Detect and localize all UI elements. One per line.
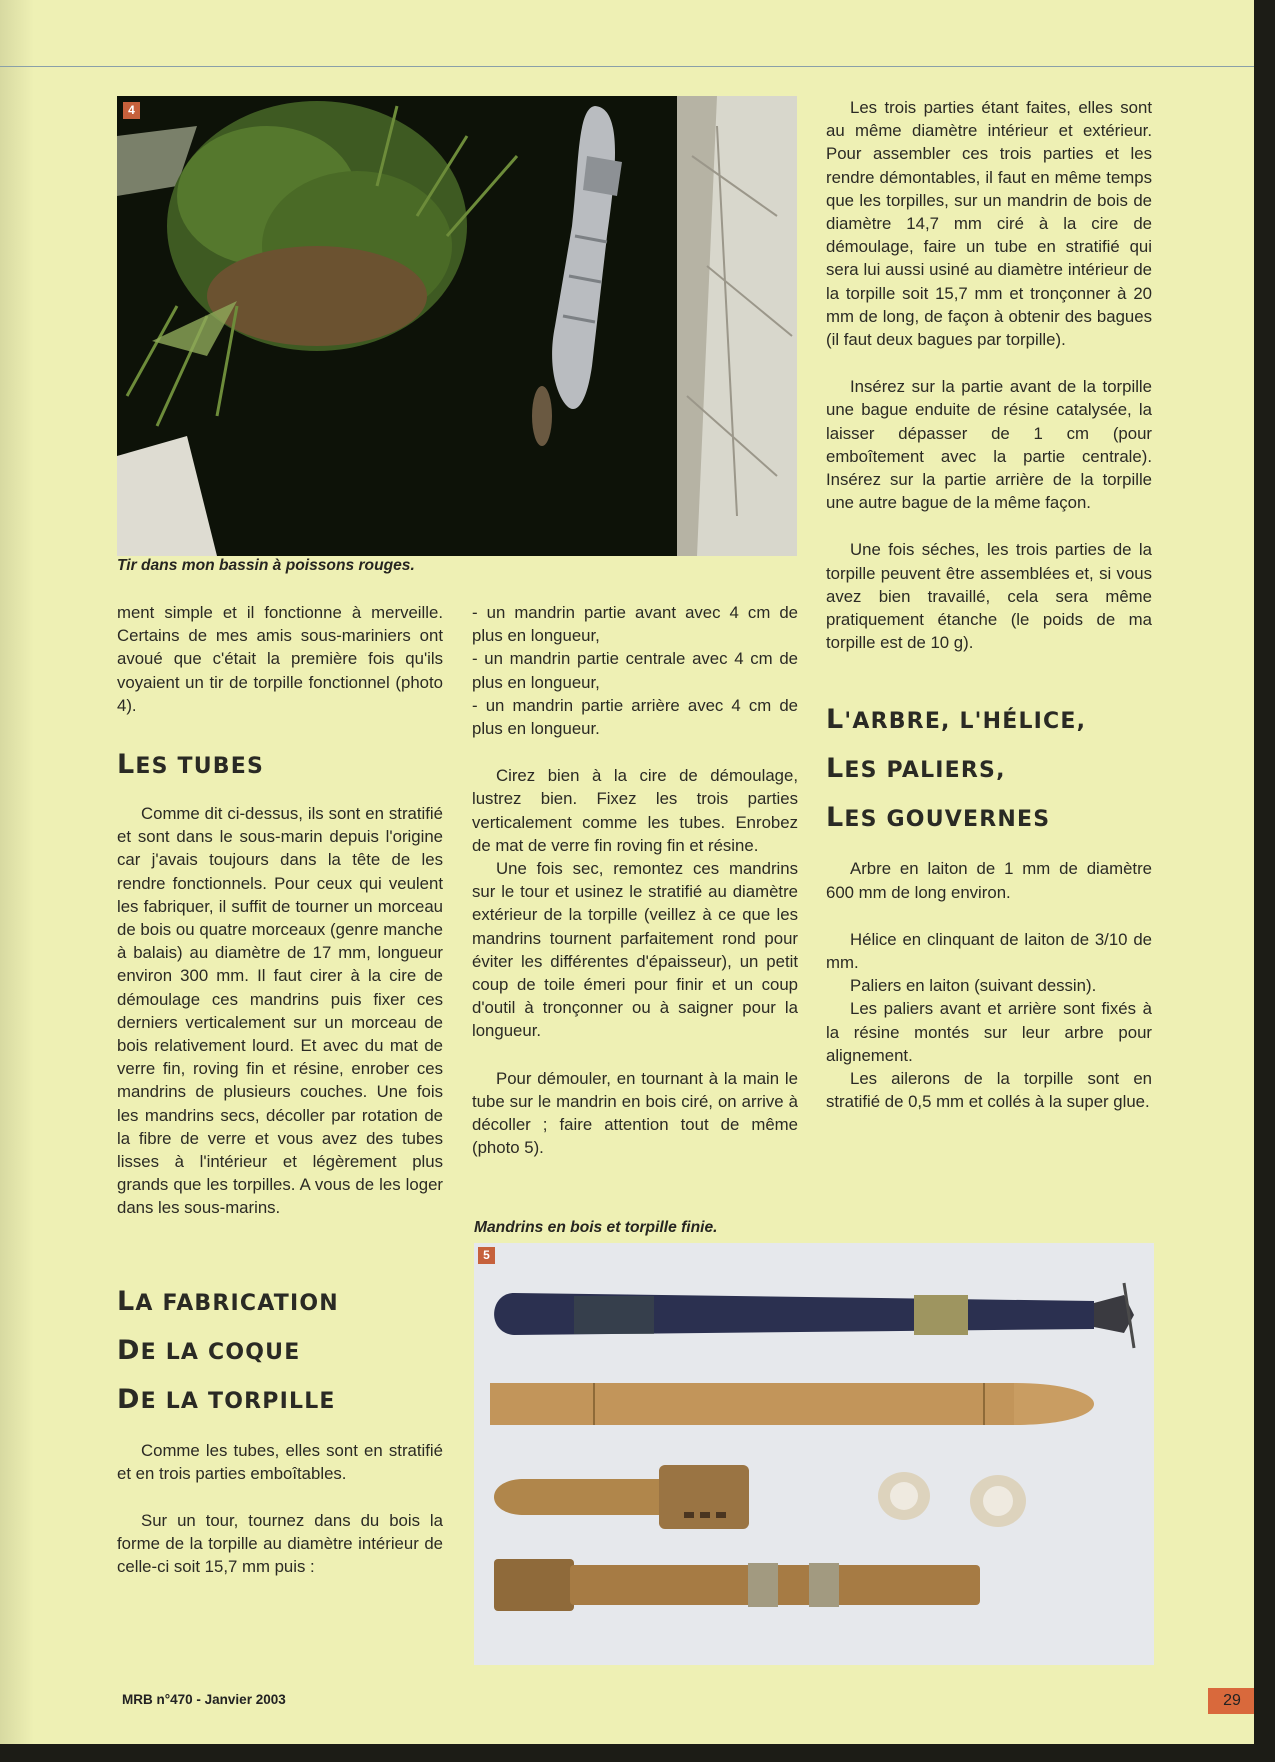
paragraph: Une fois sec, remontez ces mandrins sur le tour et usinez le stratifié au diamètre extérieur de la torpille (veillez à ce que les mandrins tournent parfaitement rond pour éviter les différentes d'épaisseur), un petit coup de toile émeri pour finir et un coup d'outil à tronçonner ou à saigner pour la longueur. <box>472 859 798 1041</box>
page-number: 29 <box>1208 1688 1254 1714</box>
paragraph: Les ailerons de la torpille sont en stratifié de 0,5 mm et collés à la super glue. <box>826 1069 1152 1112</box>
photo-number-badge: 4 <box>123 102 140 119</box>
paragraph: Les trois parties étant faites, elles sont au même diamètre intérieur et extérieur. Pour assembler ces trois parties et les rendre démontables, il faut en même temps que les torpilles, sur un mandrin de bois de diamètre 14,7 mm ciré à la cire de démoulage, faire un tube en stratifié qui sera lui aussi usiné au diamètre intérieur de la torpille soit 15,7 mm et tronçonner à 20 mm de long, de façon à obtenir des bagues (il faut deux bagues par torpille). <box>826 98 1152 350</box>
column-2 <box>472 601 798 1183</box>
paragraph: Cirez bien à la cire de démoulage, lustrez bien. Fixez les trois parties verticalement comme les tubes. Enrobez de mat de verre fin roving fin et résine. <box>472 766 798 855</box>
section-heading-fabrication-line-2: DE LA COQUE <box>117 1334 301 1366</box>
paragraph: Pour démouler, en tournant à la main le tube sur le mandrin en bois ciré, on arrive à décoller ; faire attention tout de même (photo 5). <box>472 1068 798 1158</box>
paragraph: Comme les tubes, elles sont en stratifié et en trois parties emboîtables. <box>117 1440 443 1483</box>
list-item: - un mandrin partie centrale avec 4 cm de plus en longueur, <box>472 649 798 692</box>
paragraph: Sur un tour, tournez dans du bois la forme de la torpille au diamètre intérieur de celle-ci soit 15,7 mm puis : <box>117 1511 443 1577</box>
paragraph: Comme dit ci-dessus, ils sont en stratifié et sont dans le sous-marin depuis l'origine car j'avais toujours dans la tête de les rendre fonctionnels. Pour ceux qui veulent les fabriquer, il suffit de tourner un morceau de bois ou quatre morceaux (genre manche à balais) au diamètre de 17 mm, longueur environ 300 mm. Il faut cirer à la cire de démoulage ces mandrins puis fixer ces derniers verticalement sur un morceau de bois relativement lourd. Et avec du mat de verre fin, roving fin et résine, enrober ces mandrins de plusieurs couches. Une fois les mandrins secs, décoller par rotation de la fibre de verre et vous avez des tubes lisses à l'intérieur et légèrement plus grands que les torpilles. A vous de les loger dans les sous-marins. <box>117 804 443 1218</box>
paragraph: Insérez sur la partie avant de la torpille une bague enduite de résine catalysée, la laisser dépasser de 1 cm (pour emboîtement avec la partie centrale). Insérez sur la partie arrière de la torpille une autre bague de la même façon. <box>826 377 1152 513</box>
section-heading-tubes: LES TUBES <box>117 749 265 781</box>
footer-magazine-info: MRB n°470 - Janvier 2003 <box>122 1692 286 1707</box>
column-3 <box>826 96 1152 1114</box>
section-heading-fabrication-line-1: LA FABRICATION <box>117 1285 339 1317</box>
paragraph: Hélice en clinquant de laiton de 3/10 de mm. <box>826 929 1152 973</box>
paragraph: ment simple et il fonctionne à merveille. Certains de mes amis sous-mariniers ont avoué que c'était la première fois qu'ils voyaient un tir de torpille fonctionnel (photo 4). <box>117 603 443 715</box>
paragraph: Les paliers avant et arrière sont fixés à la résine montés sur leur arbre pour alignement. <box>826 999 1152 1065</box>
photo-submarine-pond <box>117 96 797 556</box>
paragraph: Paliers en laiton (suivant dessin). <box>850 976 1097 996</box>
section-heading-arbre-line-2: LES PALIERS, <box>826 753 1006 785</box>
section-heading-arbre-line-3: LES GOUVERNES <box>826 802 1051 834</box>
submarine-pond-illustration <box>117 96 797 556</box>
photo-4-caption: Tir dans mon bassin à poissons rouges. <box>117 557 415 574</box>
paragraph: Arbre en laiton de 1 mm de diamètre 600 mm de long environ. <box>826 859 1152 902</box>
photo-5-caption: Mandrins en bois et torpille finie. <box>474 1219 718 1236</box>
list-item: - un mandrin partie avant avec 4 cm de plus en longueur, <box>472 603 798 646</box>
header-rule <box>0 66 1254 67</box>
photo-number-badge: 5 <box>478 1247 495 1264</box>
mandrels-torpedo-illustration <box>474 1243 1154 1665</box>
photo-mandrels-torpedo <box>474 1243 1154 1665</box>
column-1 <box>117 601 443 1579</box>
paragraph: Une fois séches, les trois parties de la torpille peuvent être assemblées et, si vous avez bien travaillé, cela sera même pratiquement étanche (le poids de ma torpille est de 10 g). <box>826 540 1152 653</box>
binding-shadow <box>0 0 34 1744</box>
wood-mandrel-long <box>490 1383 1094 1425</box>
rear-section-mandrel <box>494 1559 980 1611</box>
section-heading-arbre-line-1: L'ARBRE, L'HÉLICE, <box>826 704 1087 736</box>
list-item: - un mandrin partie arrière avec 4 cm de plus en longueur. <box>472 695 798 739</box>
section-heading-fabrication-line-3: DE LA TORPILLE <box>117 1383 336 1415</box>
